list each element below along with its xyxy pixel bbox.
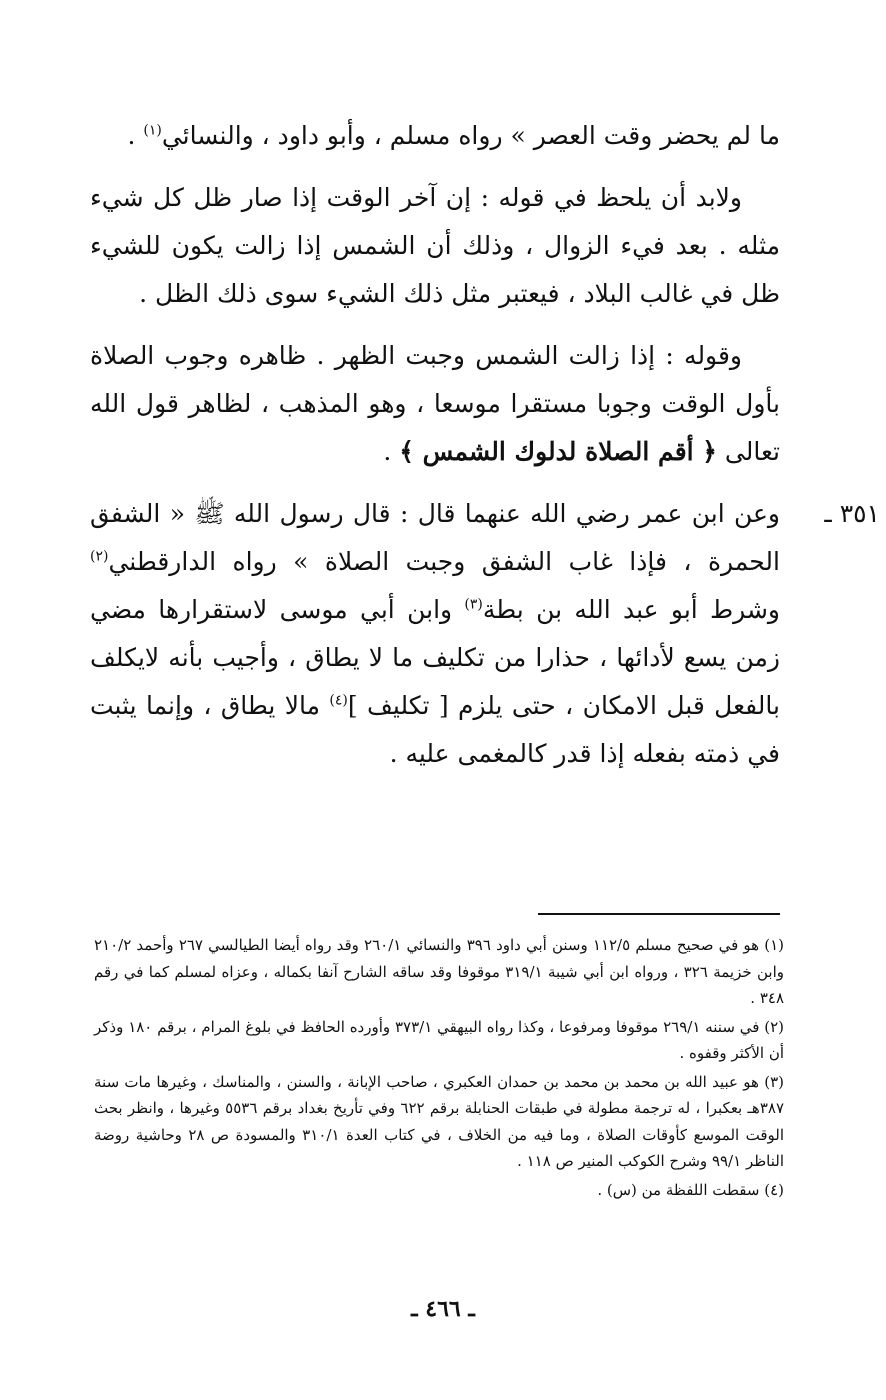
- footnote-4: (٤) سقطت اللفظة من (س) .: [597, 1180, 784, 1199]
- paragraph-2: [90, 174, 780, 318]
- footnote-separator: [538, 913, 780, 915]
- paragraph-3-text: وقوله : إذا زالت الشمس وجبت الظهر . ظاهره وجوب الصلاة بأول الوقت وجوبا مستقرا موسعا ، وهو المذهب ، لظاهر قول الله تعالى: [90, 341, 780, 466]
- hadith-text: [90, 490, 780, 778]
- hadith-part-3: وابن أبي موسى لاستقرارها مضي زمن يسع لأدائها ، حذارا من تكليف ما لا يطاق ، وأجيب بأنه لايكلف بالفعل قبل الامكان ، حتى يلزم [ تكليف ]: [90, 595, 780, 720]
- paragraph-1-tail: .: [127, 121, 144, 150]
- page-number: ـ ٤٦٦ ـ: [411, 1296, 475, 1322]
- footnote-ref-1: (١): [143, 122, 162, 139]
- entry-number: ٣٥١ ـ: [824, 499, 880, 528]
- paragraph-1: [90, 112, 780, 160]
- paragraph-1-text: ما لم يحضر وقت العصر » رواه مسلم ، وأبو داود ، والنسائي: [161, 121, 780, 150]
- footnote-ref-3: (٣): [464, 596, 483, 613]
- footnote-3: (٣) هو عبيد الله بن محمد بن محمد بن حمدان العكبري ، صاحب الإبانة ، والسنن ، والمناسك ، وغيرها مات سنة ٣٨٧هـ بعكبرا ، له ترجمة مطولة في طبقات الحنابلة برقم ٦٢٢ وفي تأريخ بغداد برقم ٥٥٣٦ وغيرها ، وانظر بحث الوقت الموسع كأوقات الصلاة ، وما فيه من الخلاف ، في كتاب العدة ٣١٠/١ والمسودة ص ٢٨ وحاشية روضة الناظر ٩٩/١ وشرح الكوكب المنير ص ١١٨ .: [94, 1072, 785, 1170]
- paragraph-3-tail: .: [383, 437, 400, 466]
- footnote-1: (١) هو في صحيح مسلم ١١٢/٥ وسنن أبي داود ٣٩٦ والنسائي ٢٦٠/١ وقد رواه أيضا الطيالسي ٢٦٧ وأحمد ٢١٠/٢ وابن خزيمة ٣٢٦ ، ورواه ابن أبي شيبة ٣١٩/١ موقوفا وقد ساقه الشارح آنفا بكماله ، وعزاه لمسلم كما في رقم ٣٤٨ .: [94, 936, 785, 1007]
- main-text: [90, 112, 880, 792]
- hadith-part-1: وعن ابن عمر رضي الله عنهما قال : قال رسول الله ﷺ « الشفق الحمرة ، فإذا غاب الشفق وجبت الصلاة » رواه الدارقطني: [90, 499, 780, 576]
- footnote-ref-4: (٤): [329, 692, 348, 709]
- footnotes: [94, 932, 784, 1205]
- footnote-ref-2: (٢): [90, 548, 109, 565]
- paragraph-2-text: ولابد أن يلحظ في قوله : إن آخر الوقت إذا صار ظل كل شيء مثله . بعد فيء الزوال ، وذلك أن الشمس إذا زالت يكون للشيء ظل في غالب البلاد ، فيعتبر مثل ذلك الشيء سوى ذلك الظل .: [90, 183, 780, 308]
- hadith-part-4: مالا يطاق ، وإنما يثبت في ذمته بفعله إذا قدر كالمغمى عليه .: [90, 691, 780, 768]
- paragraph-3: [90, 332, 780, 476]
- quran-verse: ﴿ أقم الصلاة لدلوك الشمس ﴾: [399, 437, 717, 466]
- hadith-part-2: وشرط أبو عبد الله بن بطة: [482, 595, 780, 624]
- footnote-2: (٢) في سننه ٢٦٩/١ موقوفا ومرفوعا ، وكذا رواه البيهقي ٣٧٣/١ وأورده الحافظ في بلوغ المرام ، برقم ١٨٠ وذكر أن الأكثر وقفوه .: [94, 1017, 785, 1062]
- hadith-entry-351: [90, 490, 880, 778]
